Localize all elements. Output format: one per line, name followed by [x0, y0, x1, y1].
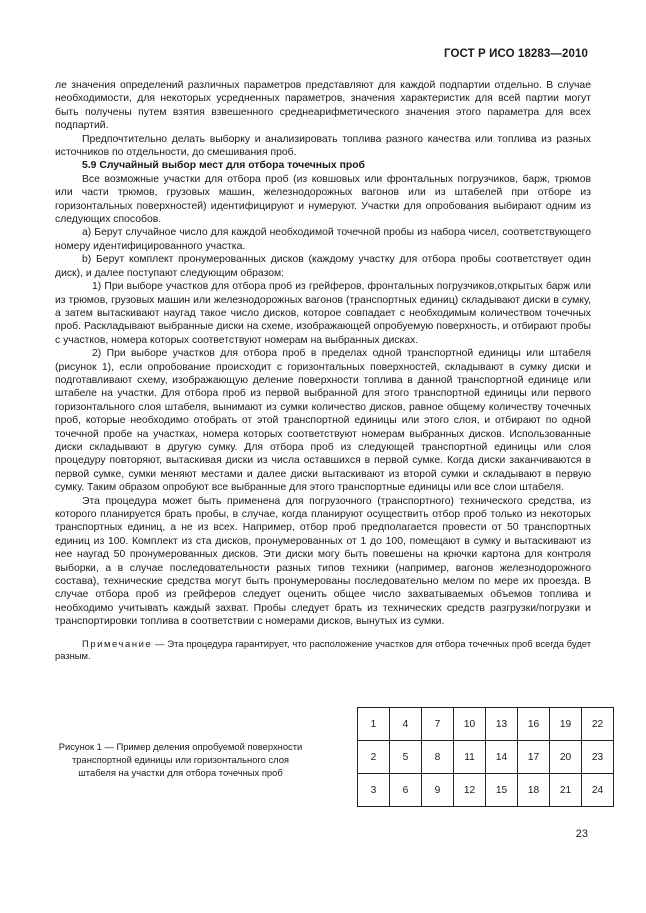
paragraph: Все возможные участки для отбора проб (из ковшовых или фронтальных погрузчиков, барж, трюмов или части трюмов, грузовых машин, железнодорожных вагонов или из штабелей при отборе из горизонтальных поверхностей) идентифицируют и нумеруют. Участки для опробования выбирают одним из следующих способов.	[55, 173, 591, 226]
sampling-grid-figure	[357, 707, 614, 807]
grid-cell: 16	[518, 708, 550, 741]
grid-cell: 9	[422, 774, 454, 807]
list-subitem-2: 2) При выборе участков для отбора проб в пределах одной транспортной единицы или штабеля (рисунок 1), если опробование происходит с горизонтальных поверхностей, складывают в сумку диски и подготавливают схему, изображающую деление поверхности топлива в данной транспортной единице или штабеле на участки. Для отбора проб из первой выбранной для этого транспортной единицы или первого горизонтального слоя штабеля, вынимают из сумки количество дисков, равное общему количеству точечных проб, которые необходимо отобрать от этой транспортной единицы или этого слоя, и отбирают по одной точечной пробе на участках, номера которых соответствуют номерам выбранных дисков. Использованные диски складывают в другую сумку. Для отбора проб из следующей транспортной единицы или слоя процедуру повторяют, вытаскивая диски из числа оставшихся в первой сумке. Когда диски заканчиваются в первой сумке, сумки меняют местами и далее диски вытаскивают из второй сумки и складывают в первую сумку. Таким образом опробуют все выбранные для этого транспортные единицы или все слои штабеля.	[55, 348, 591, 494]
grid-cell: 2	[358, 741, 390, 774]
page-number: 23	[575, 828, 588, 840]
grid-row	[358, 741, 614, 774]
grid-cell: 11	[454, 741, 486, 774]
grid-cell: 19	[550, 708, 582, 741]
grid-cell: 7	[422, 708, 454, 741]
grid-cell: 5	[390, 741, 422, 774]
grid-cell: 6	[390, 774, 422, 807]
grid-cell: 22	[582, 708, 614, 741]
paragraph: Предпочтительно делать выборку и анализировать топлива разного качества или топлива из разных источников по отдельности, до смешивания проб.	[55, 133, 591, 159]
note	[55, 638, 591, 663]
paragraph: ле значения определений различных параметров представляют для каждой подпартии отдельно. В случае необходимости, для некоторых усредненных параметров, значения характеристик для всей партии могут быть получены путем взятия взвешенного среднеарифметического значения этого параметра для всех подпартий.	[55, 80, 591, 132]
grid-cell: 15	[486, 774, 518, 807]
section-title: 5.9 Случайный выбор мест для отбора точечных проб	[82, 160, 365, 172]
grid-cell: 24	[582, 774, 614, 807]
grid-cell: 1	[358, 708, 390, 741]
body-text	[55, 79, 591, 663]
paragraph: Эта процедура может быть применена для погрузочного (транспортного) технического средства, из которого планируется брать пробы, в случае, когда планируют осуществить отбор проб только из некоторых транспортных единиц, а не из всех. Например, отбор проб предполагается провести от 50 транспортных единиц из 100. Комплект из ста дисков, пронумерованных от 1 до 100, помещают в сумку и вытаскивают из нее наугад 50 пронумерованных дисков. Эти диски могу быть повешены на крючки картона для контроля выборки, а в случае последовательности разных типов техники (например, вагонов железнодорожного состава), технические средства могут быть пронумерованы последовательно мелом по мере их проезда. В случае отбора проб из грейферов следует оценить общее число захватываемых объемов топлива и необходимо учитывать каждый захват. Пробы следует брать из технических средств разгрузки/погрузки и транспортировки топлива в соответствии с номерами дисков, вынутых из сумки.	[55, 495, 591, 628]
grid-cell: 13	[486, 708, 518, 741]
grid-cell: 23	[582, 741, 614, 774]
grid-cell: 10	[454, 708, 486, 741]
grid-cell: 17	[518, 741, 550, 774]
list-subitem-1: 1) При выборе участков для отбора проб из грейферов, фронтальных погрузчиков,открытых барж или из трюмов, грузовых машин или железнодорожных вагонов (транспортных единиц) складывают диски в сумку, а затем вытаскивают наугад такое число дисков, которое совпадает с необходимым количеством точечных проб. Раскладывают выбранные диски на схеме, изображающей опробуемую поверхность, и отбирают пробы с участков, номера которых соответствуют номерам на выбранных дисках.	[55, 281, 591, 346]
grid-cell: 14	[486, 741, 518, 774]
note-label: Примечание	[82, 637, 153, 649]
grid-cell: 4	[390, 708, 422, 741]
list-item-b: b) Берут комплект пронумерованных дисков (каждому участку для отбора пробы соответствует один диск), и далее поступают следующим образом:	[55, 254, 591, 279]
grid-cell: 20	[550, 741, 582, 774]
note-text: — Эта процедура гарантирует, что расположение участков для отбора точечных проб всегда будет разным.	[55, 637, 591, 662]
grid-cell: 12	[454, 774, 486, 807]
grid-cell: 3	[358, 774, 390, 807]
grid-cell: 8	[422, 741, 454, 774]
grid-cell: 21	[550, 774, 582, 807]
grid-row	[358, 708, 614, 741]
grid-row	[358, 774, 614, 807]
document-code-header: ГОСТ Р ИСО 18283—2010	[443, 48, 588, 60]
list-item-a: a) Берут случайное число для каждой необходимой точечной пробы из набора чисел, соответствующего номеру идентифицированного участка.	[55, 227, 591, 252]
grid-cell: 18	[518, 774, 550, 807]
figure-caption: Рисунок 1 — Пример деления опробуемой поверхности транспортной единицы или горизонтального слоя штабеля на участки для отбора точечных проб	[58, 741, 303, 778]
